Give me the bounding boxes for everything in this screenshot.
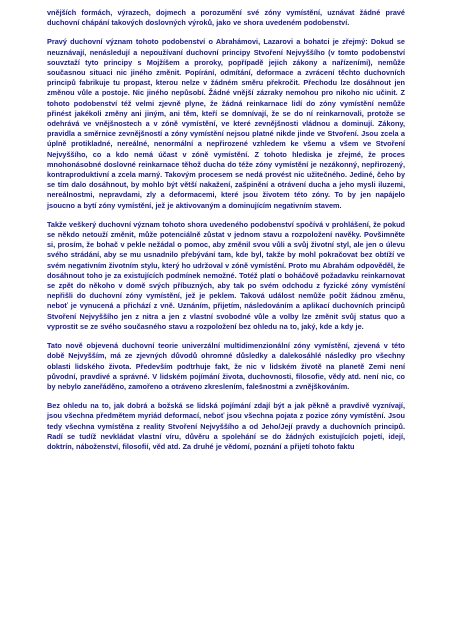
paragraph-4: Tato nově objevená duchovní teorie univerzální multidimenzionální zóny vymístění, zjevená v této době Nejvyšším, má ze zjevných důvodů ohromné důsledky a dalekosáhlé následky pro všechny oblasti lidského života. Především podtrhuje fakt, že nic v lidském životě na planetě Zemi není původní, pravdivé a správné. V lidském pojímání života, duchovnosti, filosofie, vědy atd. není nic, co by nebylo zaneřáděno, zamořeno a otráveno zkreslením, falešnostmi a zvnějškováním. <box>47 341 405 391</box>
paragraph-3: Takže veškerý duchovní význam tohoto shora uvedeného podobenství spočívá v prohlášení, že pokud se někdo netouží změnit, může potenciálně zůstat v jednom stavu a rozpoložení navěky. Povšimněte si, prosím, že bohač v pekle nežádal o pomoc, aby změnil svou vůli a svůj životní styl, ale jen o úlevu svého strádání, aby se mu usnadnilo přebývání tam, kde byl, takže by mohl pokračovat bez obtíží ve svém negativním životním stylu, který ho udržoval v zóně vymístění. Proto mu Abrahám odpověděl, že dosáhnout toho je za existujících podmínek nemožné. Totéž platí o boháčově požadavku reinkarnovat se zpět do někoho v domě svých příbuzných, aby tak po svém odchodu z fyzické zóny vymístění nepřišli do duchovní zóny vymístění, jež je peklem. Taková událost nemůže počít žádnou změnu, neboť je vynucená a přichází z vně. Uznáním, přijetím, následováním a aplikací duchovních principů Stvoření Nejvyššího jen z nitra a jen z vlastní svobodné vůle a volby lze změnit svůj status quo a vyprostit se ze svého současného stavu a rozpoložení bez ohledu na to, jaký, kde a kdy je. <box>47 219 405 331</box>
paragraph-1: vnějších formách, výrazech, dojmech a porozumění své zóny vymístění, uznávat žádné pravé duchovní chápání takových doslovných výroků, jako ve shora uvedeném podobenství. <box>47 8 405 28</box>
paragraph-2: Pravý duchovní význam tohoto podobenství o Abrahámovi, Lazarovi a bohatci je zřejmý: Dokud se neuznávají, nenásledují a nepoužívaní duchovní principy Stvoření Nejvyššího (v tomto podobenství souvztaží tyto principy s Mojžíšem a proroky, popřípadě jejich zákony a nařízeními), nemůže současnou situaci nic jiného změnit. Popírání, odmítání, deformace a zvrácení těchto duchovních principů fabrikuje tu propast, kterou nelze v žádném směru překročit. Přechodu lze dosáhnout jen změnou vůle a postoje. Nic jiného nepůsobí. Žádné vnější zázraky nemohou pro nikoho nic učinit. Z tohoto podobenství též velmi zjevně plyne, že žádná reinkarnace lidí do zóny vymístění nemůže přinést jakékoli změny ani jiným, ani těm, kteří se domnívají, že se do ní reinkarnovali, protože se odehrává ve vnějšnostech a v zóně vymístění, ve které zevnějšnosti vládnou a dominují. Zákony, pravidla a směrnice zevnějšností a zóny vymístění nejsou platné nikde jinde ve Stvoření. Jsou zcela a úplně protikladné, nereálné, nenormální a nepřirozené vzhledem ke všemu a všem ve Stvoření Nejvyššího, co a kdo nemá účast v zóně vymístění. Z tohoto hlediska je zřejmé, že proces mnohonásobné doslovné reinkarnace těhož ducha do téže zóny vymístění je nezákonný, nepřirozený, kontraproduktivní a zcela marný. Takovým procesem se nedá provést nic užitečného. Jediné, čeho by se tím dalo dosáhnout, by mohlo být větší nakažení, zašpinění a otrávení ducha a jeho mysli iluzemi, nereálnostmi, nepravdami, zly a deformacemi, které jsou životem této zóny. To by jen napájelo jsoucno a bytí zóny vymístění, jež je aktivovaným a dominujícím negativním stavem. <box>47 37 405 210</box>
paragraph-5: Bez ohledu na to, jak dobrá a božská se lidská pojímání zdají být a jak pěkně a pravdivě vyznívají, jsou všechna předmětem myriád deformací, neboť jsou všechna pojata z pozice zóny vymístění. Jsou tedy všechna vymístěna z reality Stvoření Nejvyššího a od Jeho/Její pravdy a duchovních principů. Radí se tudíž nevkládat vlastní víru, důvěru a spolehání se do žádných existujících pojetí, idejí, doktrín, náboženství, filosofií, věd atd. Za druhé je vědomí, poznání a přijetí tohoto faktu <box>47 401 405 451</box>
